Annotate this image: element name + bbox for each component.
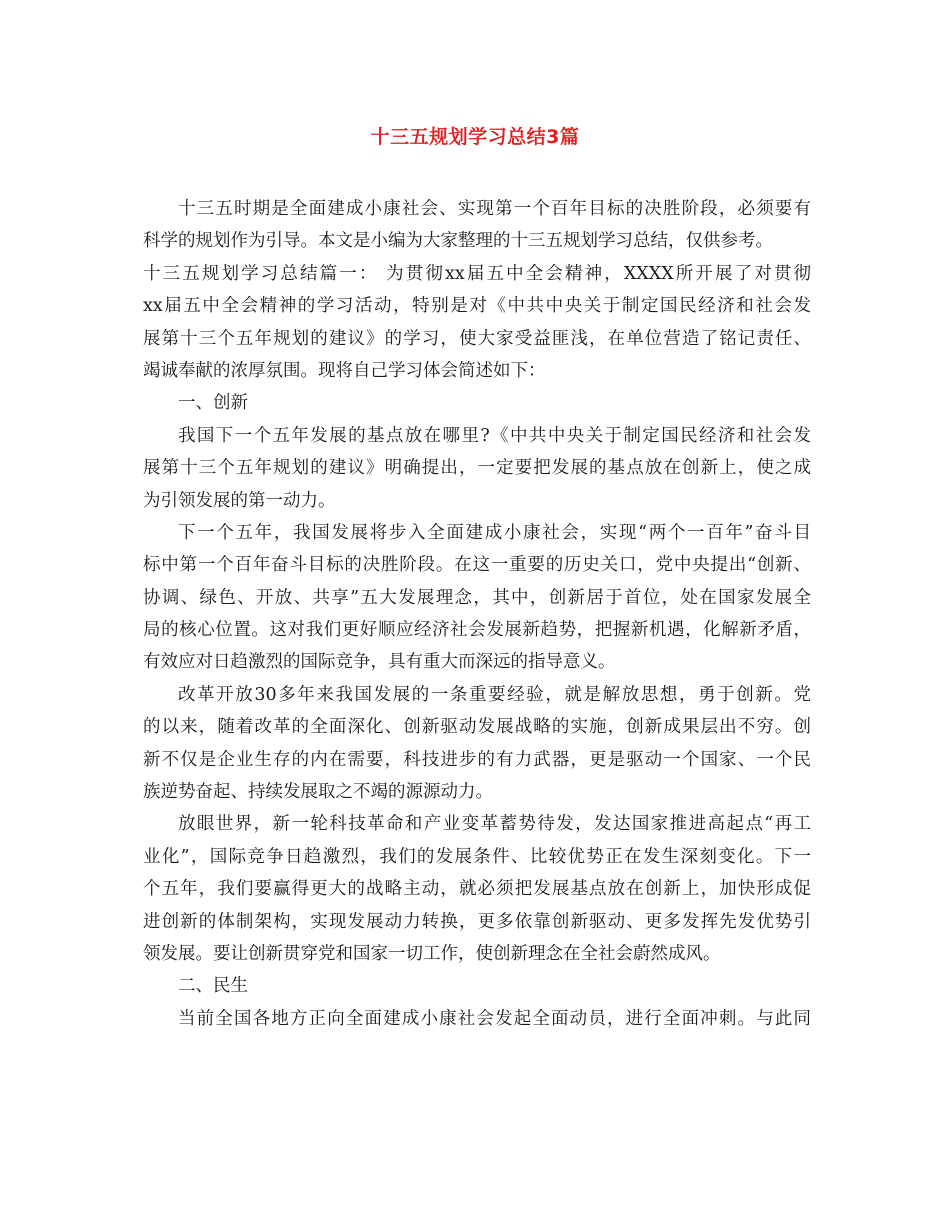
- text-line: 科学的规划作为引导。本文是小编为大家整理的十三五规划学习总结，仅供参考。: [143, 231, 773, 252]
- text-line: xx届五中全会精神的学习活动，特别是对《中共中央关于制定国民经济和社会发: [143, 296, 811, 317]
- text-line: 二、民生: [178, 976, 248, 997]
- text-line: 当前全国各地方正向全面建成小康社会发起全面动员，进行全面冲刺。与此同: [178, 1008, 811, 1029]
- text-line: 展第十三个五年规划的建议》的学习，使大家受益匪浅，在单位营造了铭记责任、: [143, 328, 811, 349]
- text-line: 标中第一个百年奋斗目标的决胜阶段。在这一重要的历史关口，党中央提出“创新、: [143, 555, 811, 576]
- text-line: 族逆势奋起、持续发展取之不竭的源源动力。: [143, 782, 493, 803]
- text-line: 竭诚奉献的浓厚氛围。现将自己学习体会简述如下：: [143, 360, 546, 381]
- text-line: 领发展。要让创新贯穿党和国家一切工作，使创新理念在全社会蔚然成风。: [143, 943, 721, 964]
- document-title: 十三五规划学习总结3篇: [370, 126, 580, 148]
- text-line: 十三五时期是全面建成小康社会、实现第一个百年目标的决胜阶段，必须要有: [178, 199, 811, 219]
- text-line: 十三五规划学习总结篇一： 为贯彻xx届五中全会精神，XXXX所开展了对贯彻: [143, 263, 811, 284]
- text-line: 放眼世界，新一轮科技革命和产业变革蓄势待发，发达国家推进高起点“再工: [178, 814, 811, 835]
- text-line: 个五年，我们要赢得更大的战略主动，就必须把发展基点放在创新上，加快形成促: [143, 879, 811, 900]
- text-line: 改革开放30多年来我国发展的一条重要经验，就是解放思想，勇于创新。党: [178, 684, 811, 705]
- text-line: 局的核心位置。这对我们更好顺应经济社会发展新趋势，把握新机遇，化解新矛盾，: [143, 620, 811, 641]
- document-body: [143, 193, 811, 1035]
- text-line: 新不仅是企业生存的内在需要，科技进步的有力武器，更是驱动一个国家、一个民: [143, 749, 811, 770]
- text-line: 展第十三个五年规划的建议》明确提出，一定要把发展的基点放在创新上，使之成: [143, 458, 811, 479]
- text-line: 我国下一个五年发展的基点放在哪里?《中共中央关于制定国民经济和社会发: [178, 425, 811, 446]
- text-line: 下一个五年，我国发展将步入全面建成小康社会，实现“两个一百年”奋斗目: [178, 522, 811, 543]
- text-line: 业化”，国际竞争日趋激烈，我们的发展条件、比较优势正在发生深刻变化。下一: [143, 846, 811, 867]
- text-line: 为引领发展的第一动力。: [143, 490, 336, 511]
- text-line: 有效应对日趋激烈的国际竞争，具有重大而深远的指导意义。: [143, 652, 616, 673]
- text-line: 一、创新: [178, 393, 248, 414]
- text-line: 的以来，随着改革的全面深化、创新驱动发展战略的实施，创新成果层出不穷。创: [143, 717, 811, 738]
- text-line: 协调、绿色、开放、共享”五大发展理念，其中，创新居于首位，处在国家发展全: [143, 587, 811, 608]
- text-line: 进创新的体制架构，实现发展动力转换，更多依靠创新驱动、更多发挥先发优势引: [143, 911, 811, 932]
